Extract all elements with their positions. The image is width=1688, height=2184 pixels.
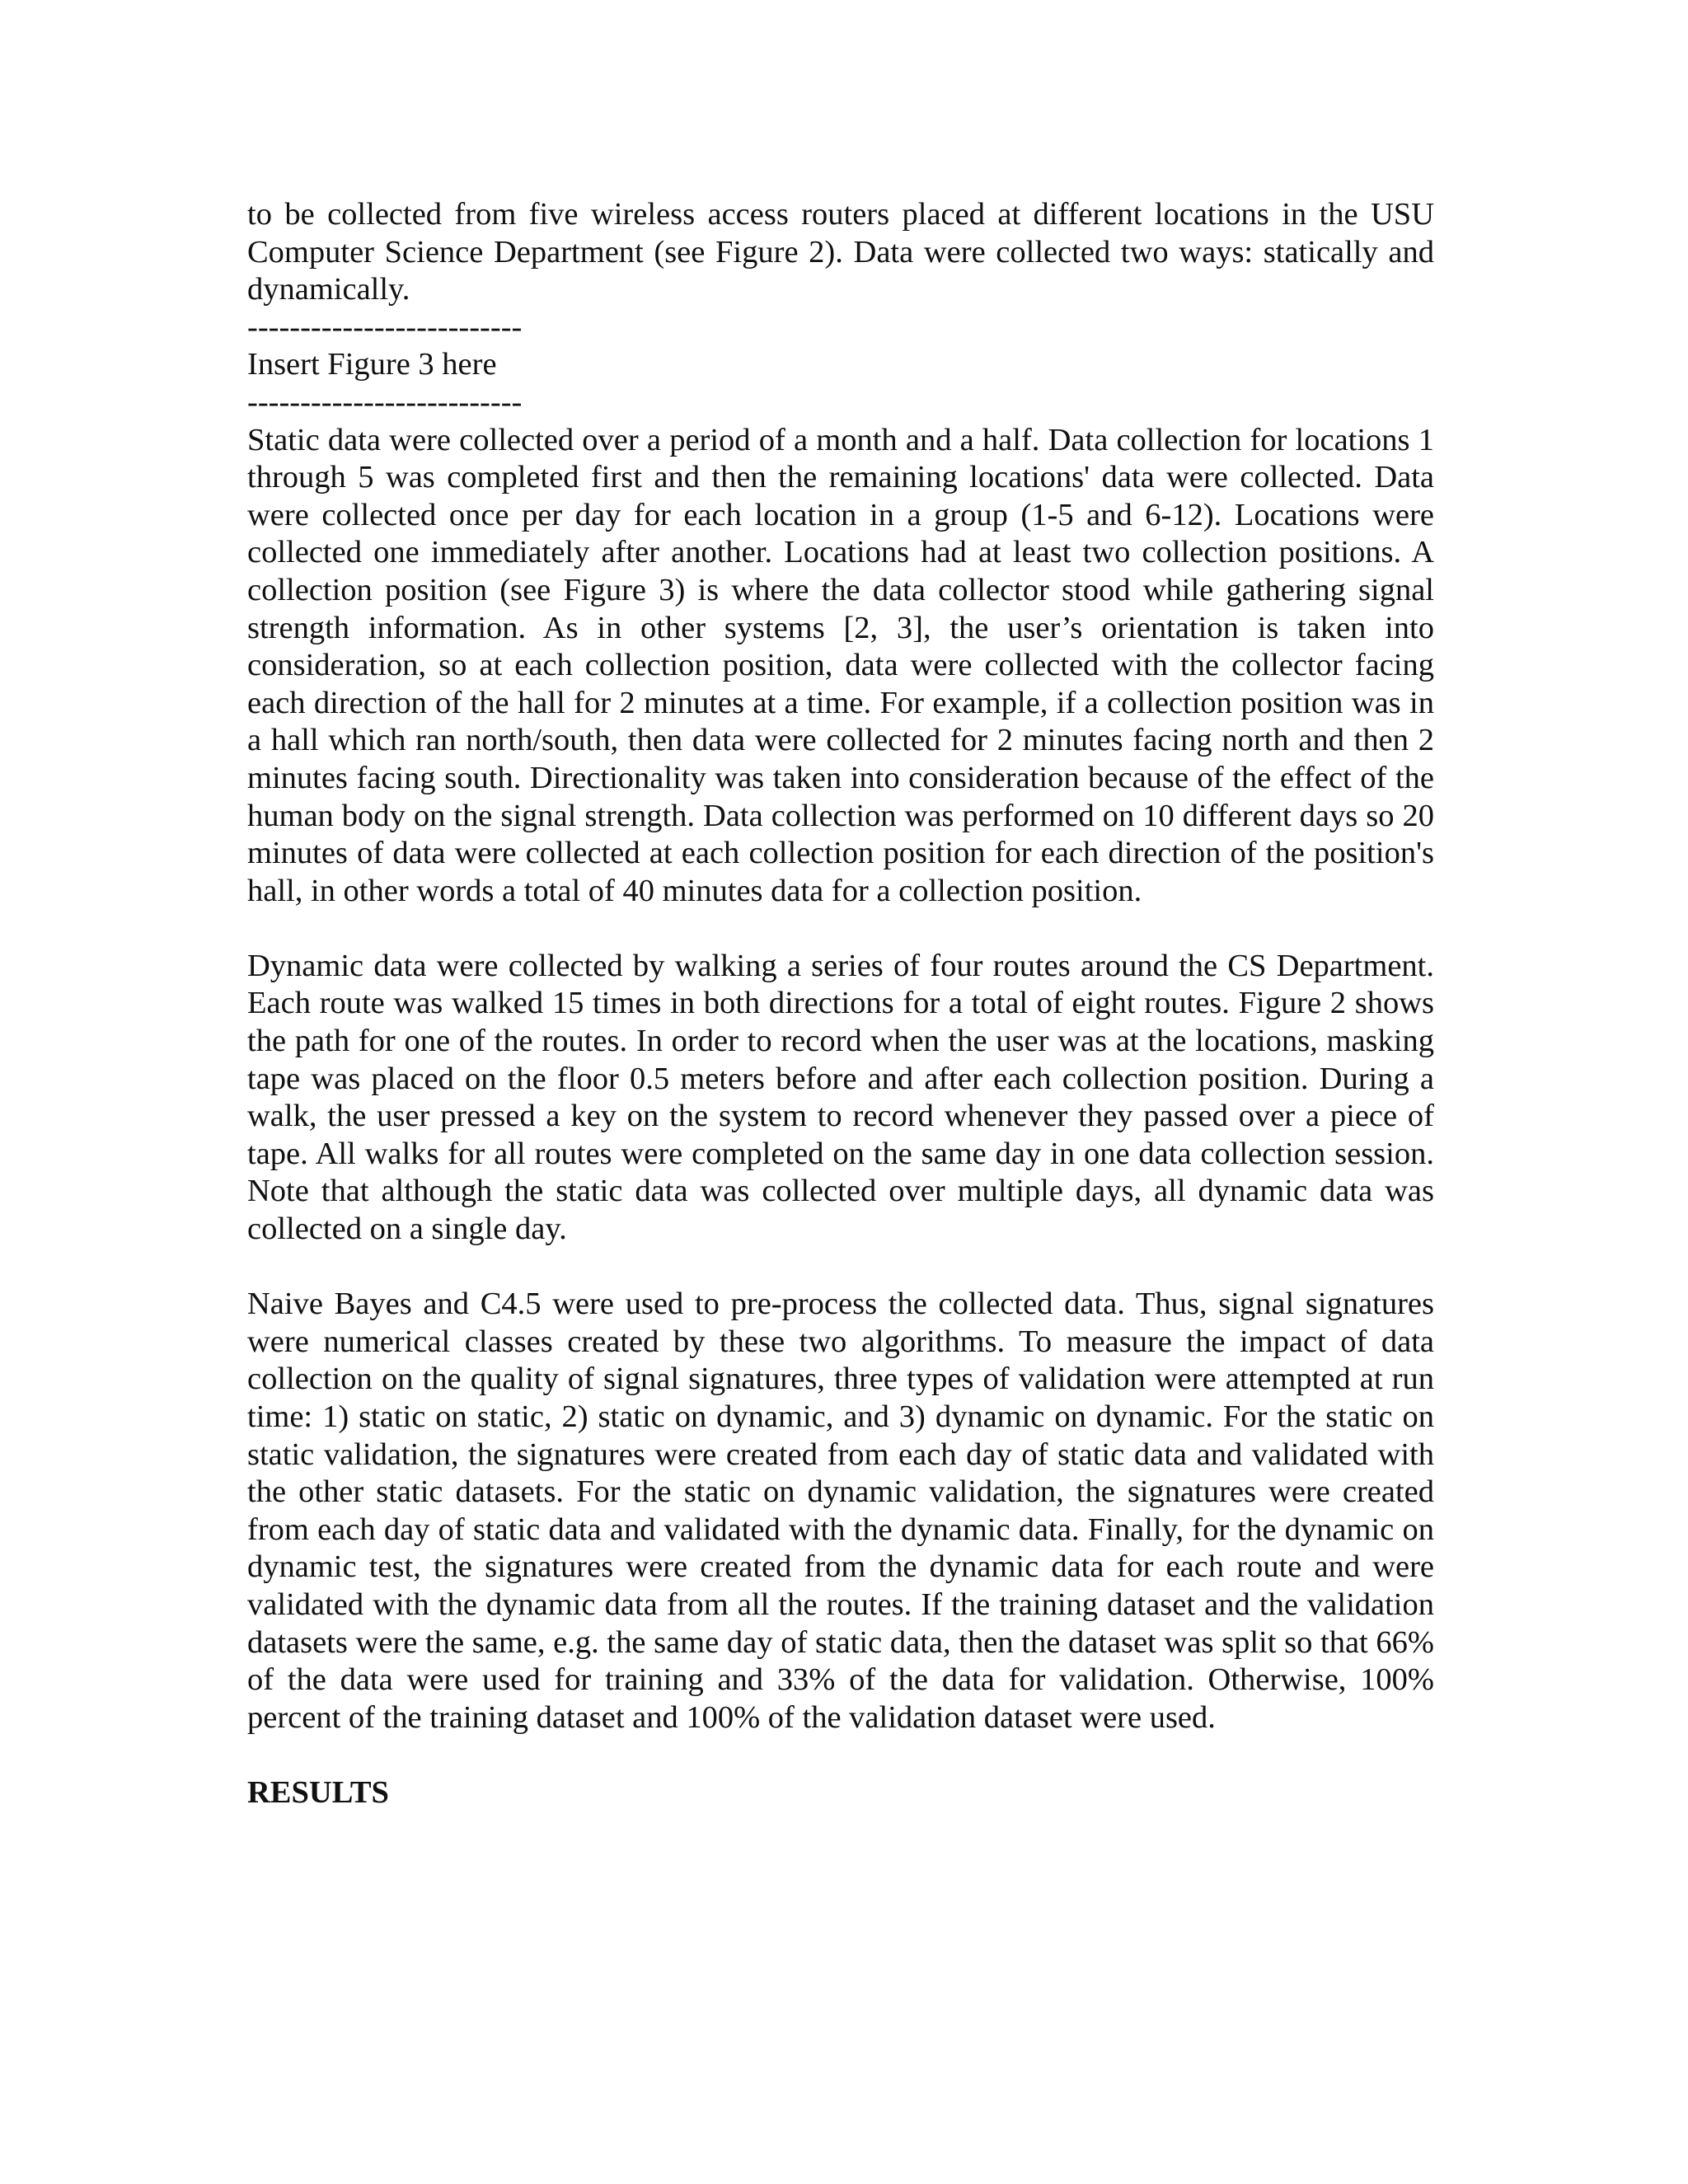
paragraph-spacer	[247, 1736, 1434, 1774]
static-data-paragraph: Static data were collected over a period of a month and a half. Data collection for locations 1 through 5 was completed first and then the remaining locations' data were collected. Data were collected once per day for each location in a group (1-5 and 6-12). Locations were collected one immediately after another. Locations had at least two collection positions. A collection position (see Figure 3) is where the data collector stood while gathering signal strength information. As in other systems [2, 3], the user’s orientation is taken into consideration, so at each collection position, data were collected with the collector facing each direction of the hall for 2 minutes at a time. For example, if a collection position was in a hall which ran north/south, then data were collected for 2 minutes facing north and then 2 minutes facing south. Directionality was taken into consideration because of the effect of the human body on the signal strength. Data collection was performed on 10 different days so 20 minutes of data were collected at each collection position for each direction of the position's hall, in other words a total of 40 minutes data for a collection position.	[247, 422, 1434, 908]
paragraph-spacer	[247, 910, 1434, 948]
document-page	[247, 196, 1434, 1812]
figure-placeholder-text: Insert Figure 3 here	[247, 347, 497, 382]
paragraph-spacer	[247, 1249, 1434, 1286]
figure-placeholder-rule-top: --------------------------	[247, 309, 523, 344]
intro-paragraph: to be collected from five wireless access routers placed at different locations in the USU Computer Science Department (see Figure 2). Data were collected two ways: statically and dynamically.	[247, 197, 1434, 307]
figure-placeholder-rule-bottom: --------------------------	[247, 384, 523, 419]
section-heading-results: RESULTS	[247, 1774, 389, 1810]
dynamic-data-paragraph: Dynamic data were collected by walking a series of four routes around the CS Department. Each route was walked 15 times in both directions for a total of eight routes. Figure 2 shows the path for one of the routes. In order to record when the user was at the locations, masking tape was placed on the floor 0.5 meters before and after each collection position. During a walk, the user pressed a key on the system to record whenever they passed over a piece of tape. All walks for all routes were completed on the same day in one data collection session. Note that although the static data was collected over multiple days, all dynamic data was collected on a single day.	[247, 948, 1434, 1247]
validation-paragraph: Naive Bayes and C4.5 were used to pre-process the collected data. Thus, signal signatures were numerical classes created by these two algorithms. To measure the impact of data collection on the quality of signal signatures, three types of validation were attempted at run time: 1) static on static, 2) static on dynamic, and 3) dynamic on dynamic. For the static on static validation, the signatures were created from each day of static data and validated with the other static datasets. For the static on dynamic validation, the signatures were created from each day of static data and validated with the dynamic data. Finally, for the dynamic on dynamic test, the signatures were created from the dynamic data for each route and were validated with the dynamic data from all the routes. If the training dataset and the validation datasets were the same, e.g. the same day of static data, then the dataset was split so that 66% of the data were used for training and 33% of the data for validation. Otherwise, 100% percent of the training dataset and 100% of the validation dataset were used.	[247, 1286, 1434, 1735]
